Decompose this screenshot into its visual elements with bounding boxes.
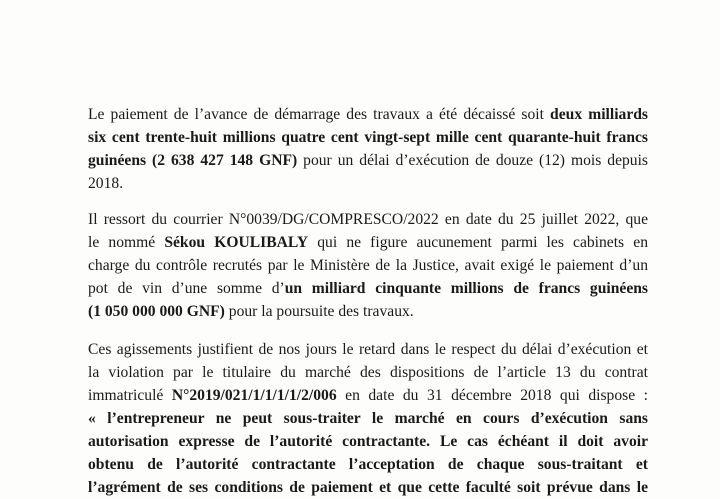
text-line — [88, 430, 648, 453]
bold-text-run: Sékou KOULIBALY — [164, 234, 309, 251]
bold-text-run: l’agrément de ses conditions de paiement et que cette faculté soit prévue dans le — [88, 479, 648, 496]
bold-text-run: six cent trente-huit millions quatre cent vingt-sept mille cent quarante-huit francs — [88, 129, 648, 146]
text-line — [88, 254, 648, 277]
text-run: Le paiement de l’avance de démarrage des travaux a été décaissé soit — [88, 106, 551, 123]
text-line — [88, 126, 648, 149]
text-run: 2018. — [88, 175, 124, 192]
text-line — [88, 172, 648, 195]
bold-text-run: autorisation expresse de l’autorité contractante. Le cas échéant il doit avoir — [88, 433, 648, 450]
text-run: en date du 31 décembre 2018 qui dispose : — [336, 387, 648, 404]
text-run: qui ne figure aucunement parmi les cabinets en — [308, 234, 648, 251]
bold-text-run: obtenu de l’autorité contractante l’acceptation de chaque sous-traitant et — [88, 456, 648, 473]
text-line — [88, 338, 648, 361]
paragraph-courrier-koulibaly — [88, 208, 648, 323]
text-run: la violation par le titulaire du marché des dispositions de l’article 13 du contrat — [88, 364, 648, 381]
text-run: immatriculé — [88, 387, 172, 404]
bold-text-run: guinéens (2 638 427 148 GNF) — [88, 152, 298, 169]
text-line — [88, 453, 648, 476]
text-run: pour la poursuite des travaux. — [224, 303, 414, 320]
text-run: charge du contrôle recrutés par le Ministère de la Justice, avait exigé le paiement d’un — [88, 257, 648, 274]
bold-text-run: N°2019/021/1/1/1/1/2/006 — [171, 387, 337, 404]
text-run: pot de vin d’une somme d’ — [88, 280, 285, 297]
text-line — [88, 300, 648, 323]
text-run: Ces agissements justifient de nos jours le retard dans le respect du délai d’exécution et — [88, 341, 648, 358]
text-line — [88, 361, 648, 384]
text-run: Il ressort du courrier N°0039/DG/COMPRESCO/2022 en date du 25 juillet 2022, que — [88, 211, 648, 228]
text-line — [88, 149, 648, 172]
paragraph-advance-payment — [88, 103, 648, 195]
paragraph-contract-violation — [88, 338, 648, 499]
text-line — [88, 476, 648, 499]
bold-text-run: « l’entrepreneur ne peut sous-traiter le marché en cours d’exécution sans — [88, 410, 648, 427]
text-line — [88, 407, 648, 430]
text-run: pour un délai d’exécution de douze (12) mois depuis — [297, 152, 648, 169]
bold-text-run: deux milliards — [550, 106, 648, 123]
bold-text-run: un milliard cinquante millions de francs guinéens — [284, 280, 648, 297]
bold-text-run: (1 050 000 000 GNF) — [88, 303, 225, 320]
text-line — [88, 384, 648, 407]
text-run: le nommé — [88, 234, 165, 251]
text-line — [88, 103, 648, 126]
text-line — [88, 231, 648, 254]
text-line — [88, 277, 648, 300]
text-line — [88, 208, 648, 231]
